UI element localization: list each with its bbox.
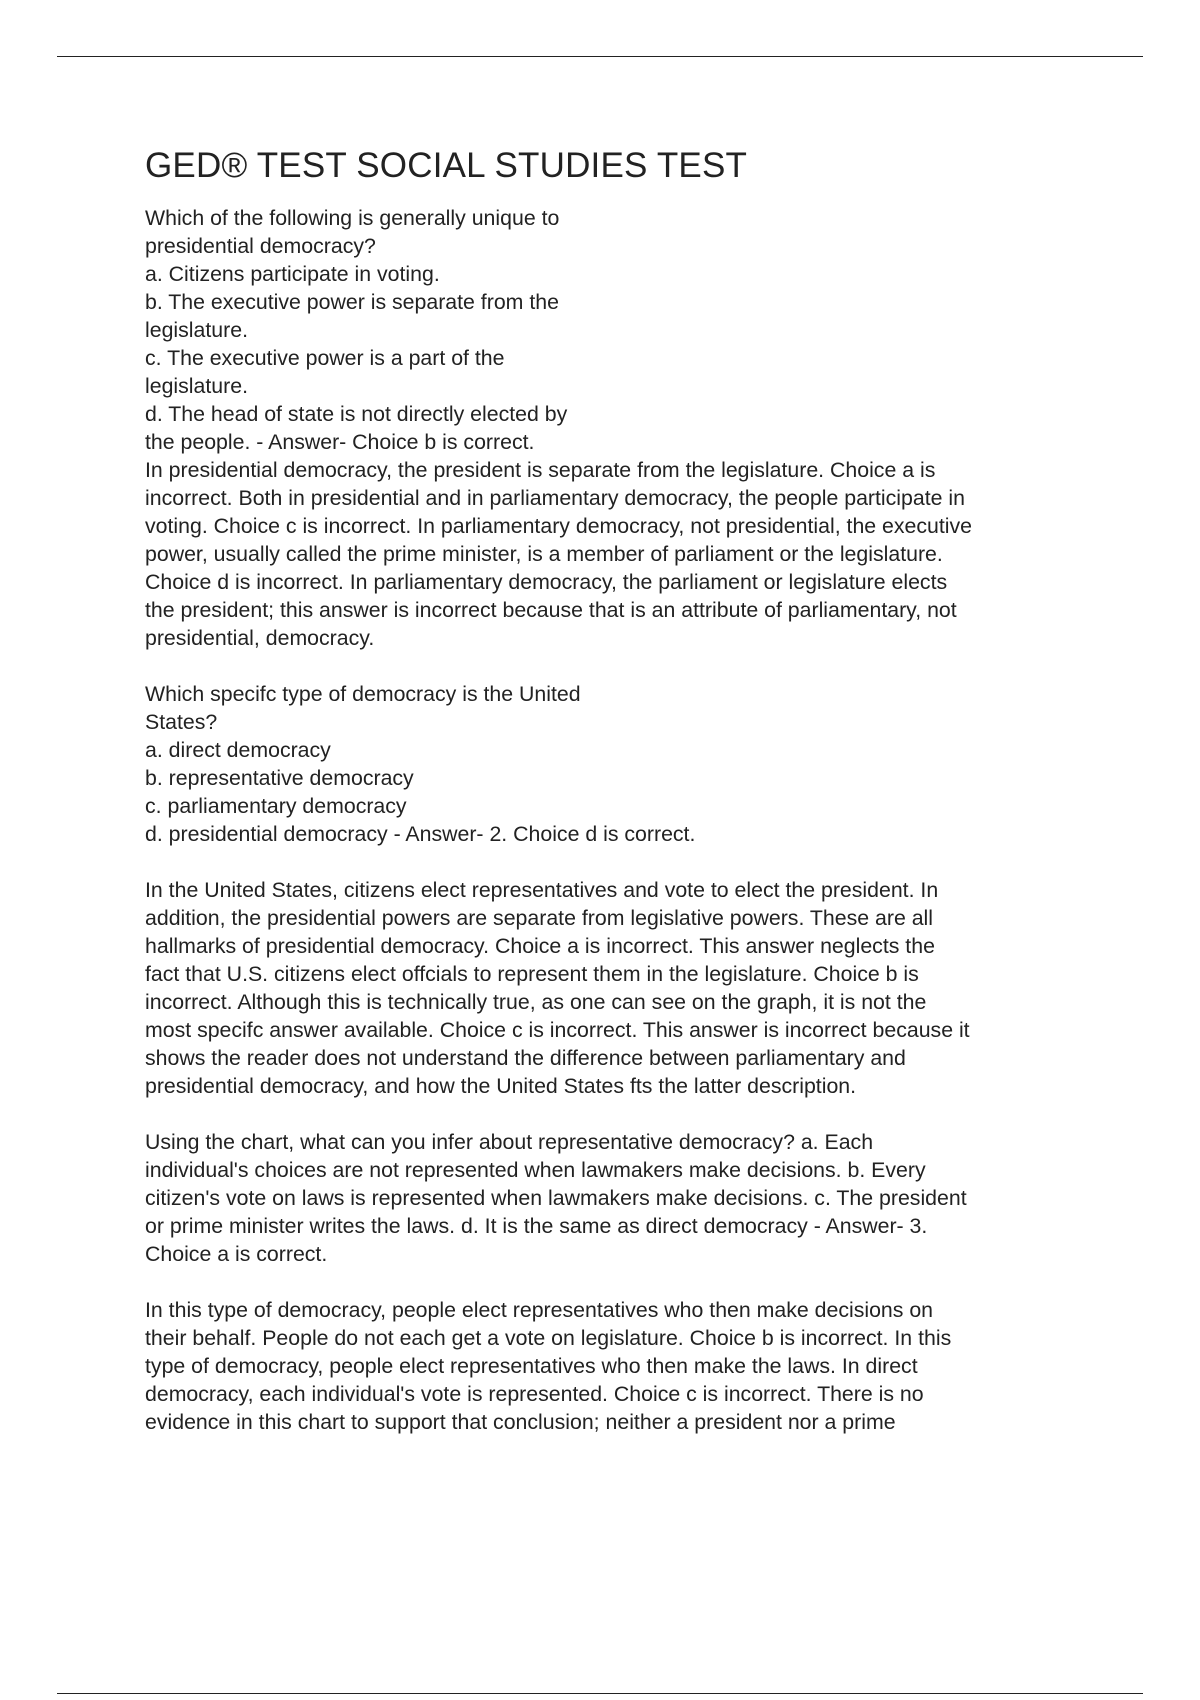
question-3-line: Choice a is correct.: [145, 1242, 328, 1266]
question-2-line: Which specifc type of democracy is the United: [145, 682, 581, 706]
paragraph-gap: [145, 848, 1105, 876]
explanation-line: democracy, each individual's vote is represented. Choice c is incorrect. There is no: [145, 1382, 924, 1406]
explanation-line: In presidential democracy, the president is separate from the legislature. Choice a is: [145, 458, 936, 482]
explanation-line: their behalf. People do not each get a vote on legislature. Choice b is incorrect. In this: [145, 1326, 952, 1350]
question-2: [145, 680, 1105, 848]
question-1-line: c. The executive power is a part of the: [145, 346, 505, 370]
question-3-line: individual's choices are not represented when lawmakers make decisions. b. Every: [145, 1158, 926, 1182]
explanation-line: In this type of democracy, people elect representatives who then make decisions on: [145, 1298, 934, 1322]
explanation-line: incorrect. Although this is technically true, as one can see on the graph, it is not the: [145, 990, 927, 1014]
explanation-line: incorrect. Both in presidential and in parliamentary democracy, the people participate in: [145, 486, 965, 510]
question-1-explanation: [145, 456, 1105, 652]
explanation-line: addition, the presidential powers are separate from legislative powers. These are all: [145, 906, 934, 930]
explanation-line: fact that U.S. citizens elect offcials to represent them in the legislature. Choice b is: [145, 962, 919, 986]
explanation-line: most specifc answer available. Choice c is incorrect. This answer is incorrect because it: [145, 1018, 970, 1042]
explanation-line: evidence in this chart to support that conclusion; neither a president nor a prime: [145, 1410, 896, 1434]
question-1: [145, 204, 1105, 456]
bottom-rule: [57, 1693, 1143, 1694]
question-1-line: legislature.: [145, 318, 248, 342]
explanation-line: presidential democracy, and how the United States fts the latter description.: [145, 1074, 857, 1098]
explanation-line: presidential, democracy.: [145, 626, 375, 650]
document-title: GED® TEST SOCIAL STUDIES TEST: [145, 146, 748, 185]
document-body: [145, 146, 1105, 1436]
question-1-line: a. Citizens participate in voting.: [145, 262, 440, 286]
explanation-line: In the United States, citizens elect representatives and vote to elect the president. In: [145, 878, 939, 902]
paragraph-gap: [145, 652, 1105, 680]
explanation-line: voting. Choice c is incorrect. In parliamentary democracy, not presidential, the executive: [145, 514, 973, 538]
top-rule: [57, 56, 1143, 57]
question-3-explanation: [145, 1296, 1105, 1436]
question-1-line: the people. - Answer- Choice b is correct.: [145, 430, 535, 454]
question-1-line: presidential democracy?: [145, 234, 376, 258]
explanation-line: the president; this answer is incorrect because that is an attribute of parliamentary, not: [145, 598, 957, 622]
question-1-line: Which of the following is generally unique to: [145, 206, 560, 230]
question-2-line: c. parliamentary democracy: [145, 794, 407, 818]
question-2-line: a. direct democracy: [145, 738, 331, 762]
question-2-line: b. representative democracy: [145, 766, 414, 790]
explanation-line: shows the reader does not understand the difference between parliamentary and: [145, 1046, 906, 1070]
question-3-line: citizen's vote on laws is represented when lawmakers make decisions. c. The president: [145, 1186, 967, 1210]
question-1-line: b. The executive power is separate from the: [145, 290, 559, 314]
question-1-line: d. The head of state is not directly elected by: [145, 402, 568, 426]
explanation-line: hallmarks of presidential democracy. Choice a is incorrect. This answer neglects the: [145, 934, 935, 958]
explanation-line: Choice d is incorrect. In parliamentary democracy, the parliament or legislature elects: [145, 570, 948, 594]
question-3: [145, 1128, 1105, 1268]
question-2-explanation: [145, 876, 1105, 1100]
paragraph-gap: [145, 1100, 1105, 1128]
question-2-line: d. presidential democracy - Answer- 2. Choice d is correct.: [145, 822, 696, 846]
explanation-line: power, usually called the prime minister, is a member of parliament or the legislature.: [145, 542, 943, 566]
question-3-line: Using the chart, what can you infer about representative democracy? a. Each: [145, 1130, 874, 1154]
question-2-line: States?: [145, 710, 218, 734]
paragraph-gap: [145, 1268, 1105, 1296]
question-3-line: or prime minister writes the laws. d. It is the same as direct democracy - Answer- 3.: [145, 1214, 928, 1238]
explanation-line: type of democracy, people elect representatives who then make the laws. In direct: [145, 1354, 918, 1378]
question-1-line: legislature.: [145, 374, 248, 398]
